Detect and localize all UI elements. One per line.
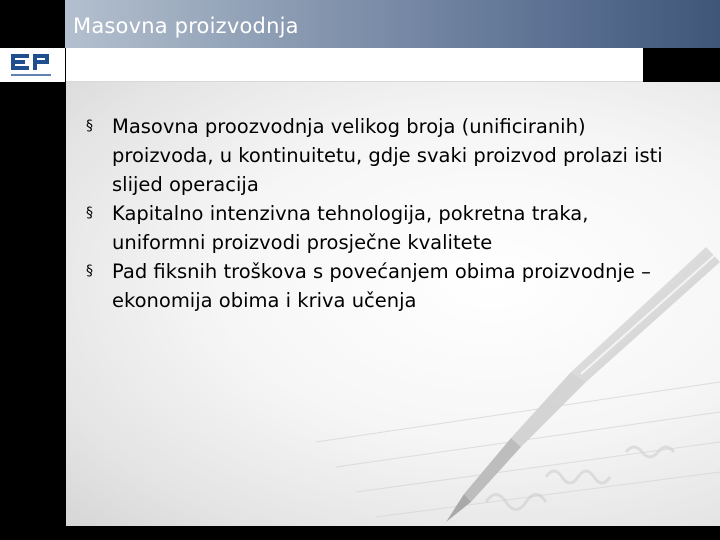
bottom-frame xyxy=(0,526,720,540)
bullet-icon: § xyxy=(86,118,93,134)
bullet-list xyxy=(86,112,686,315)
bullet-text: Kapitalno intenzivna tehnologija, pokretna traka, uniformni proizvodi prosječne kvalitete xyxy=(112,202,589,254)
subtitle-bar-dark xyxy=(643,48,720,81)
page-title: Masovna proizvodnja xyxy=(73,14,299,38)
bullet-text: Masovna proozvodnja velikog broja (unificiranih) proizvoda, u kontinuitetu, gdje svaki proizvod prolazi isti slijed operacija xyxy=(112,115,663,196)
list-item xyxy=(86,199,686,257)
left-frame xyxy=(0,48,65,540)
ep-ekonomija-logo-icon xyxy=(9,52,57,80)
bullet-icon: § xyxy=(86,263,93,279)
list-item xyxy=(86,257,686,315)
logo xyxy=(0,48,66,82)
bullet-icon: § xyxy=(86,205,93,221)
content-area xyxy=(66,82,720,526)
bullet-text: Pad fiksnih troškova s povećanjem obima proizvodnje – ekonomija obima i kriva učenja xyxy=(112,260,651,312)
list-item xyxy=(86,112,686,199)
title-bar xyxy=(65,0,720,48)
subtitle-bar xyxy=(66,48,643,82)
